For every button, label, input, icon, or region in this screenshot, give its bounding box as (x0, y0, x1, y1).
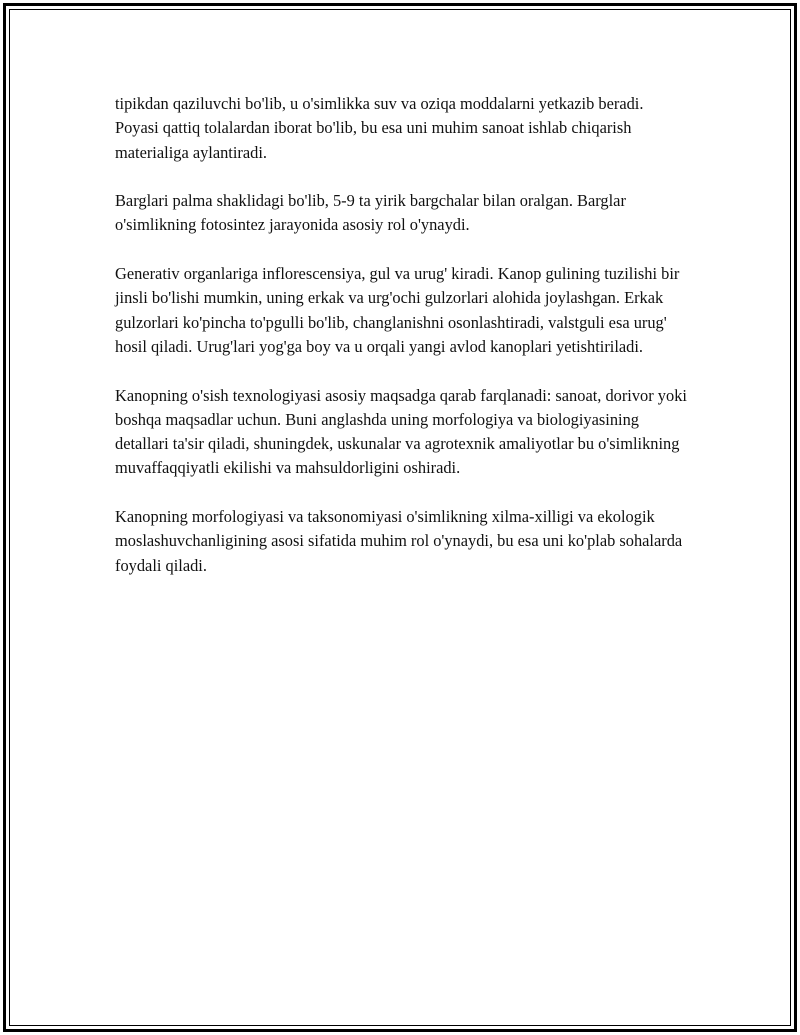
paragraph-root-stem: tipikdan qaziluvchi bo'lib, u o'simlikka suv va oziqa moddalarni yetkazib beradi. Poyasi qattiq tolalardan iborat bo'lib, bu esa uni muhim sanoat ishlab chiqarish materialiga aylantiradi. (115, 94, 644, 162)
paragraph-leaves: Barglari palma shaklidagi bo'lib, 5-9 ta yirik bargchalar bilan oralgan. Barglar o'simlikning fotosintez jarayonida asosiy rol o'ynaydi. (115, 191, 626, 235)
document-body (115, 92, 690, 602)
paragraph-conclusion: Kanopning morfologiyasi va taksonomiyasi o'simlikning xilma-xilligi va ekologik moslashuvchanligining asosi sifatida muhim rol o'ynaydi, bu esa uni ko'plab sohalarda foydali qiladi. (115, 507, 683, 575)
paragraph-growth-technology: Kanopning o'sish texnologiyasi asosiy maqsadga qarab farqlanadi: sanoat, dorivor yoki boshqa maqsadlar uchun. Buni anglashda uning morfologiya va biologiyasining detallari ta'sir qiladi, shuningdek, uskunalar va agrotexnik amaliyotlar bu o'simlikning muvaffaqqiyatli ekilishi va mahsuldorligini oshiradi. (115, 385, 687, 478)
paragraph-generative-organs: Generativ organlariga inflorescensiya, gul va urug' kiradi. Kanop gulining tuzilishi bir jinsli bo'lishi mumkin, uning erkak va urg'ochi gulzorlari alohida joylashgan. Erkak gulzorlari ko'pincha to'pgulli bo'lib, changlanishni osonlashtiradi, valstguli esa urug' hosil qiladi. Urug'lari yog'ga boy va u orqali yangi avlod kanoplari yetishtiriladi. (115, 264, 680, 356)
